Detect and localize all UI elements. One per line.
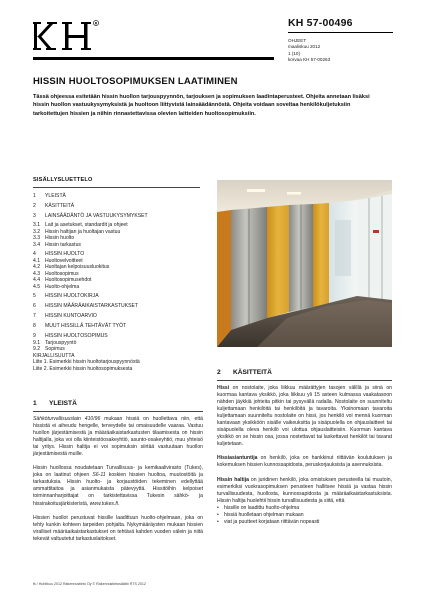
toc-entry-label: Hissin haltijan ja huoltajan vastuu: [45, 228, 121, 235]
toc-entry-label: Huoltovelvoitteet: [45, 257, 83, 264]
paragraph-text: on juridinen henkilö, joka omistuksen perusteella tai muutoin, esimerkiksi vuokrasopimuksen perusteen hallitsee hissiä ja vastaa hissin turvallisuudesta, huollosta, kunnossapidosta ja määräaikaistarkastuksista. Hissin haltija huolehtii hissin turvallisuudesta ja siitä, että: [217, 476, 393, 504]
toc-entry-number: 5: [33, 293, 36, 299]
toc-entry-label: Lait ja asetukset, standardit ja ohjeet: [45, 222, 128, 228]
toc-entry-label: Liite 2. Esimerkki hissin huoltosopimuksesta: [33, 365, 133, 372]
kh-logo: [33, 19, 101, 53]
section-1-body: [33, 416, 203, 550]
toc-entry-number: 9.1: [33, 339, 41, 346]
toc-entry-number: 4.4: [33, 277, 41, 283]
toc-entry-label: KIRJALLISUUTTA: [33, 352, 75, 359]
toc-entry-number: 4: [33, 251, 36, 257]
website-link[interactable]: www.tukes.fi: [89, 500, 118, 507]
toc-entry-number: 3.2: [33, 228, 41, 235]
toc-entry-number: 4.5: [33, 283, 41, 290]
toc-entry-label: Huoltosopimusehdot: [45, 277, 92, 283]
toc-entry-label: HISSIN MÄÄRÄAIKAISTARKASTUKSET: [45, 303, 139, 309]
toc-entry-label: Hissin huolto: [45, 235, 75, 241]
toc-entry-label: MUUT HISSILLÄ TEHTÄVÄT TYÖT: [45, 323, 127, 329]
toc-entry-label: KÄSITTEITÄ: [45, 203, 75, 209]
term: Hissin haltija: [217, 476, 249, 483]
meta-line: korvaa KH 57-00263: [288, 57, 331, 63]
list-item: • viat ja puutteet korjataan riittävän nopeasti: [217, 519, 392, 526]
bullet-list: [217, 505, 392, 526]
document-title: HISSIN HUOLTOSOPIMUKSEN LAATIMINEN: [33, 76, 238, 87]
header-rule: [33, 57, 274, 60]
toc-entry-number: 6: [33, 303, 36, 309]
term: Hissi: [217, 385, 230, 391]
paragraph: [217, 385, 392, 448]
toc-entry-number: 9.2: [33, 346, 41, 352]
section-2-heading: [217, 369, 392, 378]
paragraph-text: mukaan hissiä on huollettava niin, että hissistä ei aiheudu hengelle, terveydelle tai omaisuudelle vaaraa. Vastuu huollon järjestämisestä ja määräaikaistarkastusten tilaamisesta on hissin haltijalla, joka voi olla kiinteistöosakeyhtiö, asunto-osakeyhtiö, muu yhteisö tai yritys. Hissin haltija ei voi sopimuksin siirtää vastuutaan huollon järjestämisestä muille.: [33, 416, 203, 458]
toc-title: SISÄLLYSLUETTELO: [33, 177, 93, 183]
paragraph-text: .: [117, 500, 120, 507]
paragraph: Hissien huollot perustuvat hissille laadittuun huolto-ohjelmaan, joka on tehty kunkin kohteen tarpeiden pohjalta. Nykymääräysten mukaan hissien viralliset määräaikaistarkastukset on tehtävä kahden vuoden välein ja niitä tekevät valtuutetut tarkastuslaitokset.: [33, 514, 203, 542]
svg-text:R: R: [94, 21, 98, 26]
document-meta: [288, 38, 330, 64]
guide-reference: S6-11: [92, 472, 106, 479]
paragraph: [33, 416, 203, 458]
toc-entry-label: HISSIN HUOLTOSOPIMUS: [45, 333, 108, 339]
toc-entry-label: Tarjouspyyntö: [45, 339, 77, 346]
section-number: 2: [217, 369, 221, 376]
section-1-heading: [33, 400, 203, 409]
meta-line: 1 (10): [288, 50, 301, 56]
page-footer: fk / Huhtikuu 2012 Rakennustieto Oy © Rakennustietosäätiö RTS 2012: [33, 582, 146, 586]
toc-rule: [33, 187, 200, 188]
toc-entry-number: 3.4: [33, 241, 41, 248]
section-2-rule: [217, 380, 392, 381]
toc-entry-number: 2: [33, 203, 36, 209]
section-title: YLEISTÄ: [49, 400, 77, 407]
toc-entry-number: 3.1: [33, 222, 41, 228]
toc-entry-label: HISSIN KUNTOARVIO: [45, 313, 97, 319]
law-reference: Sähköturvallisuuslain 410/96: [33, 416, 101, 422]
toc-entry-number: 7: [33, 313, 36, 319]
paragraph-text: on nostolaite, joka liikkuu määrättyjen tasojen välillä ja siinä on kuormaa kantava yksikkö, joka liikkuu yli 15 asteen kulmassa vaakatasoon nähden jäykkiä johteita pitkin tai pysyvällä radalla. Nostolaite on suunniteltu kuljettamaan henkilöitä tai henkilöitä ja tavaroita. Yksinomaan tavaroita kuljettamaan suunniteltu nostolaite on hissi, jos henkilö voi mennä kuorman kantavaan yksikköön sisälle vaikeuksitta ja sisäpuolella on ohjauslaitteet tai sisäpuolella oleva henkilö voi ulottua ohjauslaitteisiin. Kuorman kantava yksikkö on se hissin osa, jossa nostettavat tai laskettavat henkilöt tai tavarat kuljetetaan.: [217, 385, 392, 448]
toc-entry-number: 9: [33, 333, 36, 339]
toc-entry-label: HISSIN HUOLTO: [45, 251, 85, 257]
toc-entry-number: 8: [33, 323, 36, 329]
toc-entry-label: Huoltajan kelpoisuusluokitus: [45, 264, 110, 270]
toc-entry-label: HISSIN HUOLTOKIRJA: [45, 293, 99, 299]
lead-paragraph: Tässä ohjeessa esitetään hissin huollon tarjouspyynnön, tarjouksen ja sopimuksen laadintaperusteet. Ohjeita annetaan lisäksi hissin huollon vastuukysymyksistä ja huoltoon liittyvistä lainsäädännöstä. Ohjeita voidaan soveltaa henkilökuljetuksiin tarkoitettujen hissien ja niihin rinnastettavissa olevien laitteiden huoltosopimuksiin.: [33, 94, 370, 117]
paragraph: [217, 477, 392, 505]
toc-entry-label: Huoltosopimus: [45, 270, 79, 277]
toc-entry-number: 4.2: [33, 264, 41, 270]
meta-line: OHJEET: [288, 38, 307, 43]
paragraph: [33, 465, 203, 507]
document-id-rule: [288, 32, 393, 33]
elevator-lobby-photo: [217, 180, 392, 347]
section-1-rule: [33, 411, 203, 412]
list-item: • hissille on laadittu huolto-ohjelma: [217, 505, 392, 512]
meta-line: maaliskuu 2012: [288, 44, 321, 50]
toc-entry-label: Hissin tarkastus: [45, 241, 81, 248]
toc-entry-number: 4.1: [33, 257, 41, 264]
paragraph: [217, 455, 392, 469]
list-item: • hissiä huolletaan ohjelman mukaan: [217, 512, 392, 519]
toc-entry-label: LAINSÄÄDÄNTÖ JA VASTUUKYSYMYKSET: [45, 213, 148, 219]
document-id: KH 57-00496: [288, 17, 353, 29]
section-number: 1: [33, 400, 37, 407]
toc-entry-number: 3.3: [33, 235, 41, 241]
toc-entry-label: Sopimus: [45, 346, 65, 352]
toc-entry-label: YLEISTÄ: [45, 193, 66, 199]
toc-entry-label: Liite 1. Esimerkki hissin huoltotarjouspyynnöstä: [33, 359, 140, 365]
paragraph-text: Hissin huollossa noudatetaan Turvallisuus- ja kemikaalivirasto (Tukes), joka on laatinut ohjeen: [33, 465, 203, 479]
paragraph-text: koskien hissien huoltoa, muutostöitä ja tarkastuksia. Hissin huolto- ja korjaustöiden tekeminen edellyttää ammattitaitoa ja asianmukaista pätevyyttä. Hissitöihin kelpoiset toiminnanharjoittajat on tarkistettavissa Tukesin sähkö- ja hissirakoitusjärkisteristä,: [33, 472, 203, 507]
toc-entry-label: Huolto-ohjelma: [45, 283, 80, 290]
toc-entry-number: 3: [33, 213, 36, 219]
toc-entry-number: 4.3: [33, 270, 41, 277]
paragraph-text: on henkilö, joka on hankkinut riittävän koulutuksen ja kokemuksen hissien kunnossapidosta, peruskorjauksista ja asennuksista.: [217, 455, 392, 469]
term: Hissiasiantuntija: [217, 455, 258, 462]
section-2-body: [217, 385, 392, 526]
section-title: KÄSITTEITÄ: [233, 369, 272, 376]
toc-entry-number: 1: [33, 193, 36, 199]
